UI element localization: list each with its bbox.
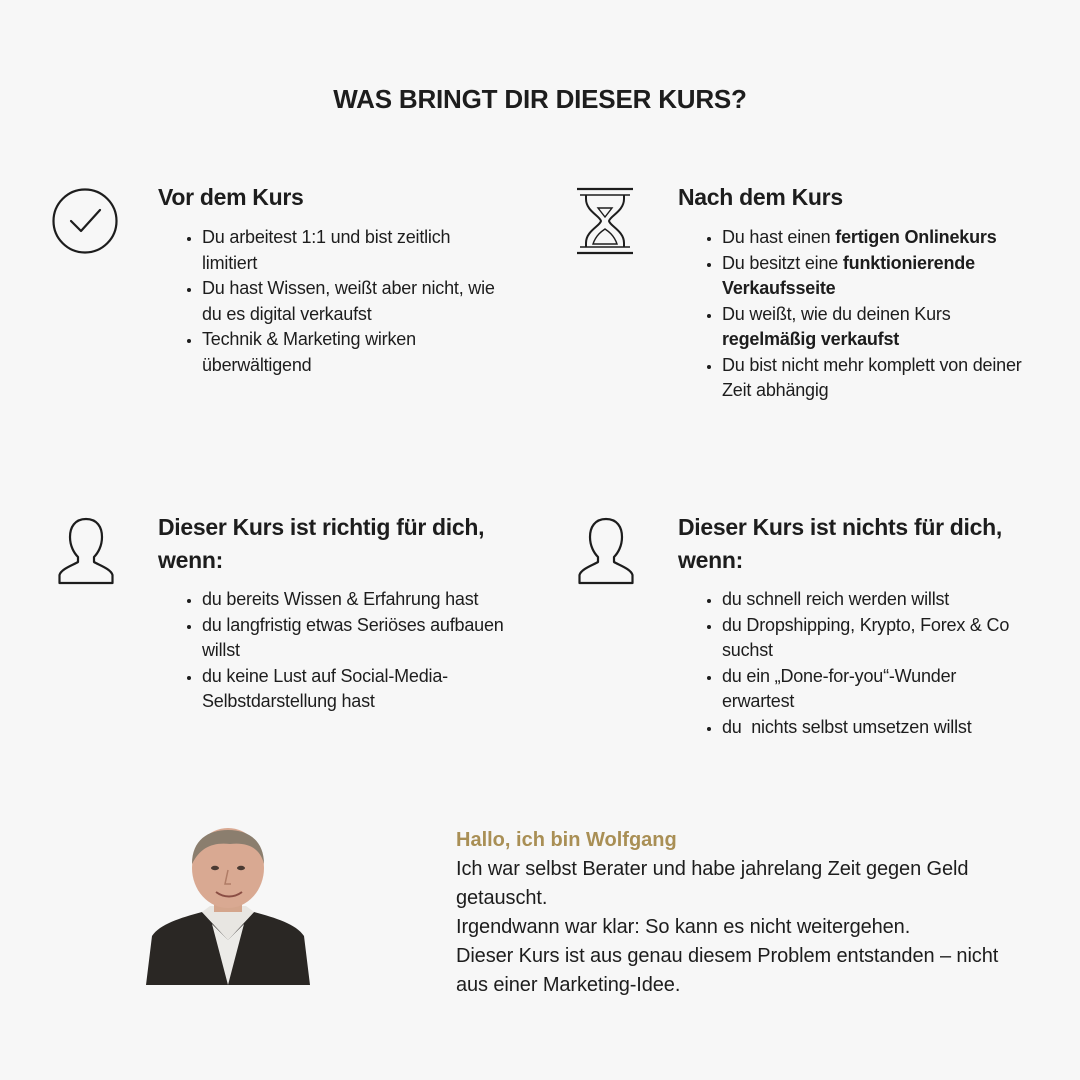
bio-line: Ich war selbst Berater und habe jahrelang Zeit gegen Geld getauscht. bbox=[456, 858, 969, 909]
section-heading: Nach dem Kurs bbox=[678, 184, 843, 210]
bio-greeting: Hallo, ich bin Wolfgang bbox=[456, 829, 677, 851]
bio-line: Dieser Kurs ist aus genau diesem Problem entstanden – nicht aus einer Marketing-Idee. bbox=[456, 945, 999, 996]
list-item: • Du bist nicht mehr komplett von deiner Zeit abhängig bbox=[722, 353, 1032, 404]
list-item: • Du hast Wissen, weißt aber nicht, wie du es digital verkaufst bbox=[202, 276, 502, 327]
section-heading: Vor dem Kurs bbox=[158, 184, 304, 210]
list-item: • du schnell reich werden willst bbox=[722, 587, 1032, 613]
list-item: • du ein „Done-for-you“-Wunder erwartest bbox=[722, 664, 1032, 715]
bio bbox=[456, 826, 1056, 1000]
list-item: • du Dropshipping, Krypto, Forex & Co suchst bbox=[722, 613, 1032, 664]
list-item: • Technik & Marketing wirken überwältigend bbox=[202, 327, 502, 378]
person-outline-icon bbox=[57, 517, 115, 590]
not-for-you-list bbox=[678, 587, 1032, 740]
hourglass-icon bbox=[576, 187, 634, 260]
section-heading: Dieser Kurs ist nichts für dich, wenn: bbox=[678, 514, 1002, 573]
list-item: • Du arbeitest 1:1 und bist zeitlich limitiert bbox=[202, 225, 502, 276]
person-outline-icon bbox=[577, 517, 635, 590]
page-title: WAS BRINGT DIR DIESER KURS? bbox=[333, 84, 747, 114]
portrait-photo bbox=[146, 828, 310, 985]
section-heading: Dieser Kurs ist richtig für dich, wenn: bbox=[158, 514, 485, 573]
after-list bbox=[678, 225, 1032, 404]
right-for-you-list bbox=[158, 587, 522, 715]
list-item: • Du weißt, wie du deinen Kurs regelmäßig verkaufst bbox=[722, 302, 1032, 353]
list-item: • Du hast einen fertigen Onlinekurs bbox=[722, 225, 1032, 251]
checkmark-circle-icon bbox=[51, 188, 119, 259]
list-item: • Du besitzt eine funktionierende Verkaufsseite bbox=[722, 251, 1032, 302]
list-item: • du bereits Wissen & Erfahrung hast bbox=[202, 587, 522, 613]
list-item: • du keine Lust auf Social-Media-Selbstdarstellung hast bbox=[202, 664, 522, 715]
list-item: • du nichts selbst umsetzen willst bbox=[722, 715, 1032, 741]
bio-line: Irgendwann war klar: So kann es nicht weitergehen. bbox=[456, 916, 911, 938]
list-item: • du langfristig etwas Seriöses aufbauen willst bbox=[202, 613, 522, 664]
before-list bbox=[158, 225, 502, 378]
